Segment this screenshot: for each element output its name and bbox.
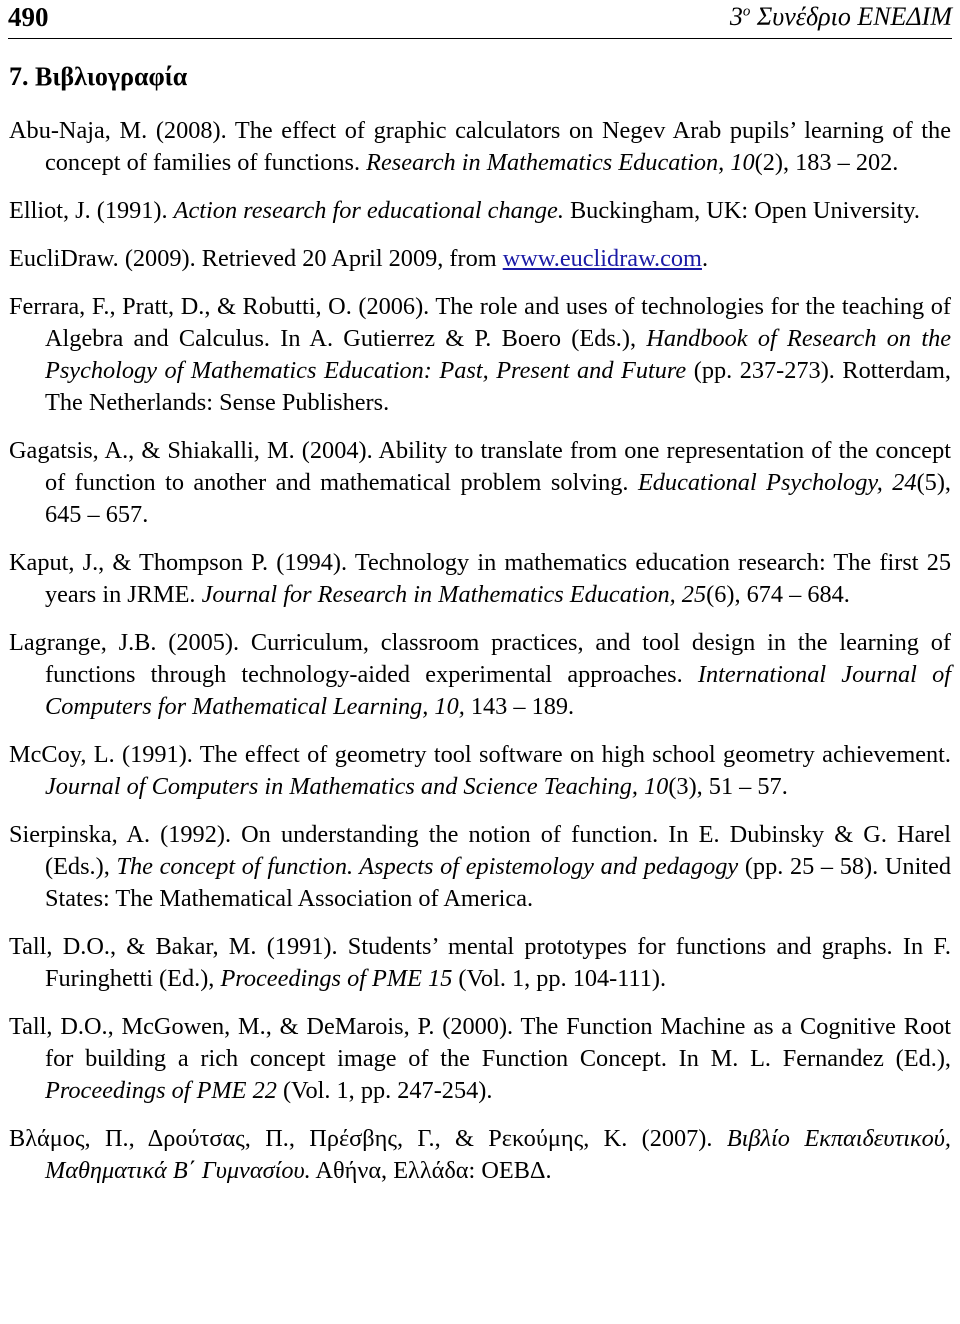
- reference-elliot: Elliot, J. (1991). Action research for educational change. Buckingham, UK: Open University.: [9, 197, 920, 224]
- reference-euclidraw: EucliDraw. (2009). Retrieved 20 April 2009, from www.euclidraw.com.: [9, 245, 709, 272]
- reference-lagrange: Lagrange, J.B. (2005). Curriculum, classroom practices, and tool design in the learning of functions through technology-aided experimental approaches. International Journal of Computers for Mathematical Learning, 10, 143 – 189.: [9, 629, 951, 720]
- euclidraw-link[interactable]: www.euclidraw.com: [502, 245, 702, 272]
- conference-title: $3^o$ Συνέδριο ΕΝΕΔΙΜ: [729, 2, 952, 31]
- reference-list: [9, 115, 951, 1203]
- section-title: 7. Βιβλιογραφία: [9, 62, 188, 91]
- reference-tall-mcgowen: Tall, D.O., McGowen, M., & DeMarois, P. (2000). The Function Machine as a Cognitive Root for building a rich concept image of the Function Concept. In M. L. Fernandez (Ed.), Proceedings of PME 22 (Vol. 1, pp. 247-254).: [9, 1013, 951, 1104]
- page-number: 490: [8, 2, 49, 32]
- reference-vlamos: Βλάμος, Π., Δρούτσας, Π., Πρέσβης, Γ., & Ρεκούμης, Κ. (2007). Βιβλίο Εκπαιδευτικού, Μαθηματικά Β΄ Γυμνασίου. Αθήνα, Ελλάδα: ΟΕΒΔ.: [9, 1125, 951, 1184]
- reference-kaput: Kaput, J., & Thompson P. (1994). Technology in mathematics education research: The first 25 years in JRME. Journal for Research in Mathematics Education, 25(6), 674 – 684.: [9, 549, 951, 608]
- reference-sierpinska: Sierpinska, A. (1992). On understanding the notion of function. In E. Dubinsky & G. Harel (Eds.), The concept of function. Aspects of epistemology and pedagogy (pp. 25 – 58). United States: The Mathematical Association of America.: [9, 821, 951, 912]
- reference-mccoy: McCoy, L. (1991). The effect of geometry tool software on high school geometry achievement. Journal of Computers in Mathematics and Science Teaching, 10(3), 51 – 57.: [9, 741, 951, 800]
- reference-gagatsis: Gagatsis, A., & Shiakalli, M. (2004). Ability to translate from one representation of the concept of function to another and mathematical problem solving. Educational Psychology, 24(5), 645 – 657.: [9, 437, 951, 528]
- page-header: [8, 0, 952, 39]
- reference-ferrara: Ferrara, F., Pratt, D., & Robutti, O. (2006). The role and uses of technologies for the teaching of Algebra and Calculus. In A. Gutierrez & P. Boero (Eds.), Handbook of Research on the Psychology of Mathematics Education: Past, Present and Future (pp. 237-273). Rotterdam, The Netherlands: Sense Publishers.: [9, 293, 952, 416]
- reference-abu-naja: Abu-Naja, M. (2008). The effect of graphic calculators on Negev Arab pupils’ learning of the concept of families of functions. Research in Mathematics Education, 10(2), 183 – 202.: [9, 117, 951, 176]
- reference-tall-bakar: Tall, D.O., & Bakar, M. (1991). Students’ mental prototypes for functions and graphs. In F. Furinghetti (Ed.), Proceedings of PME 15 (Vol. 1, pp. 104-111).: [9, 933, 951, 992]
